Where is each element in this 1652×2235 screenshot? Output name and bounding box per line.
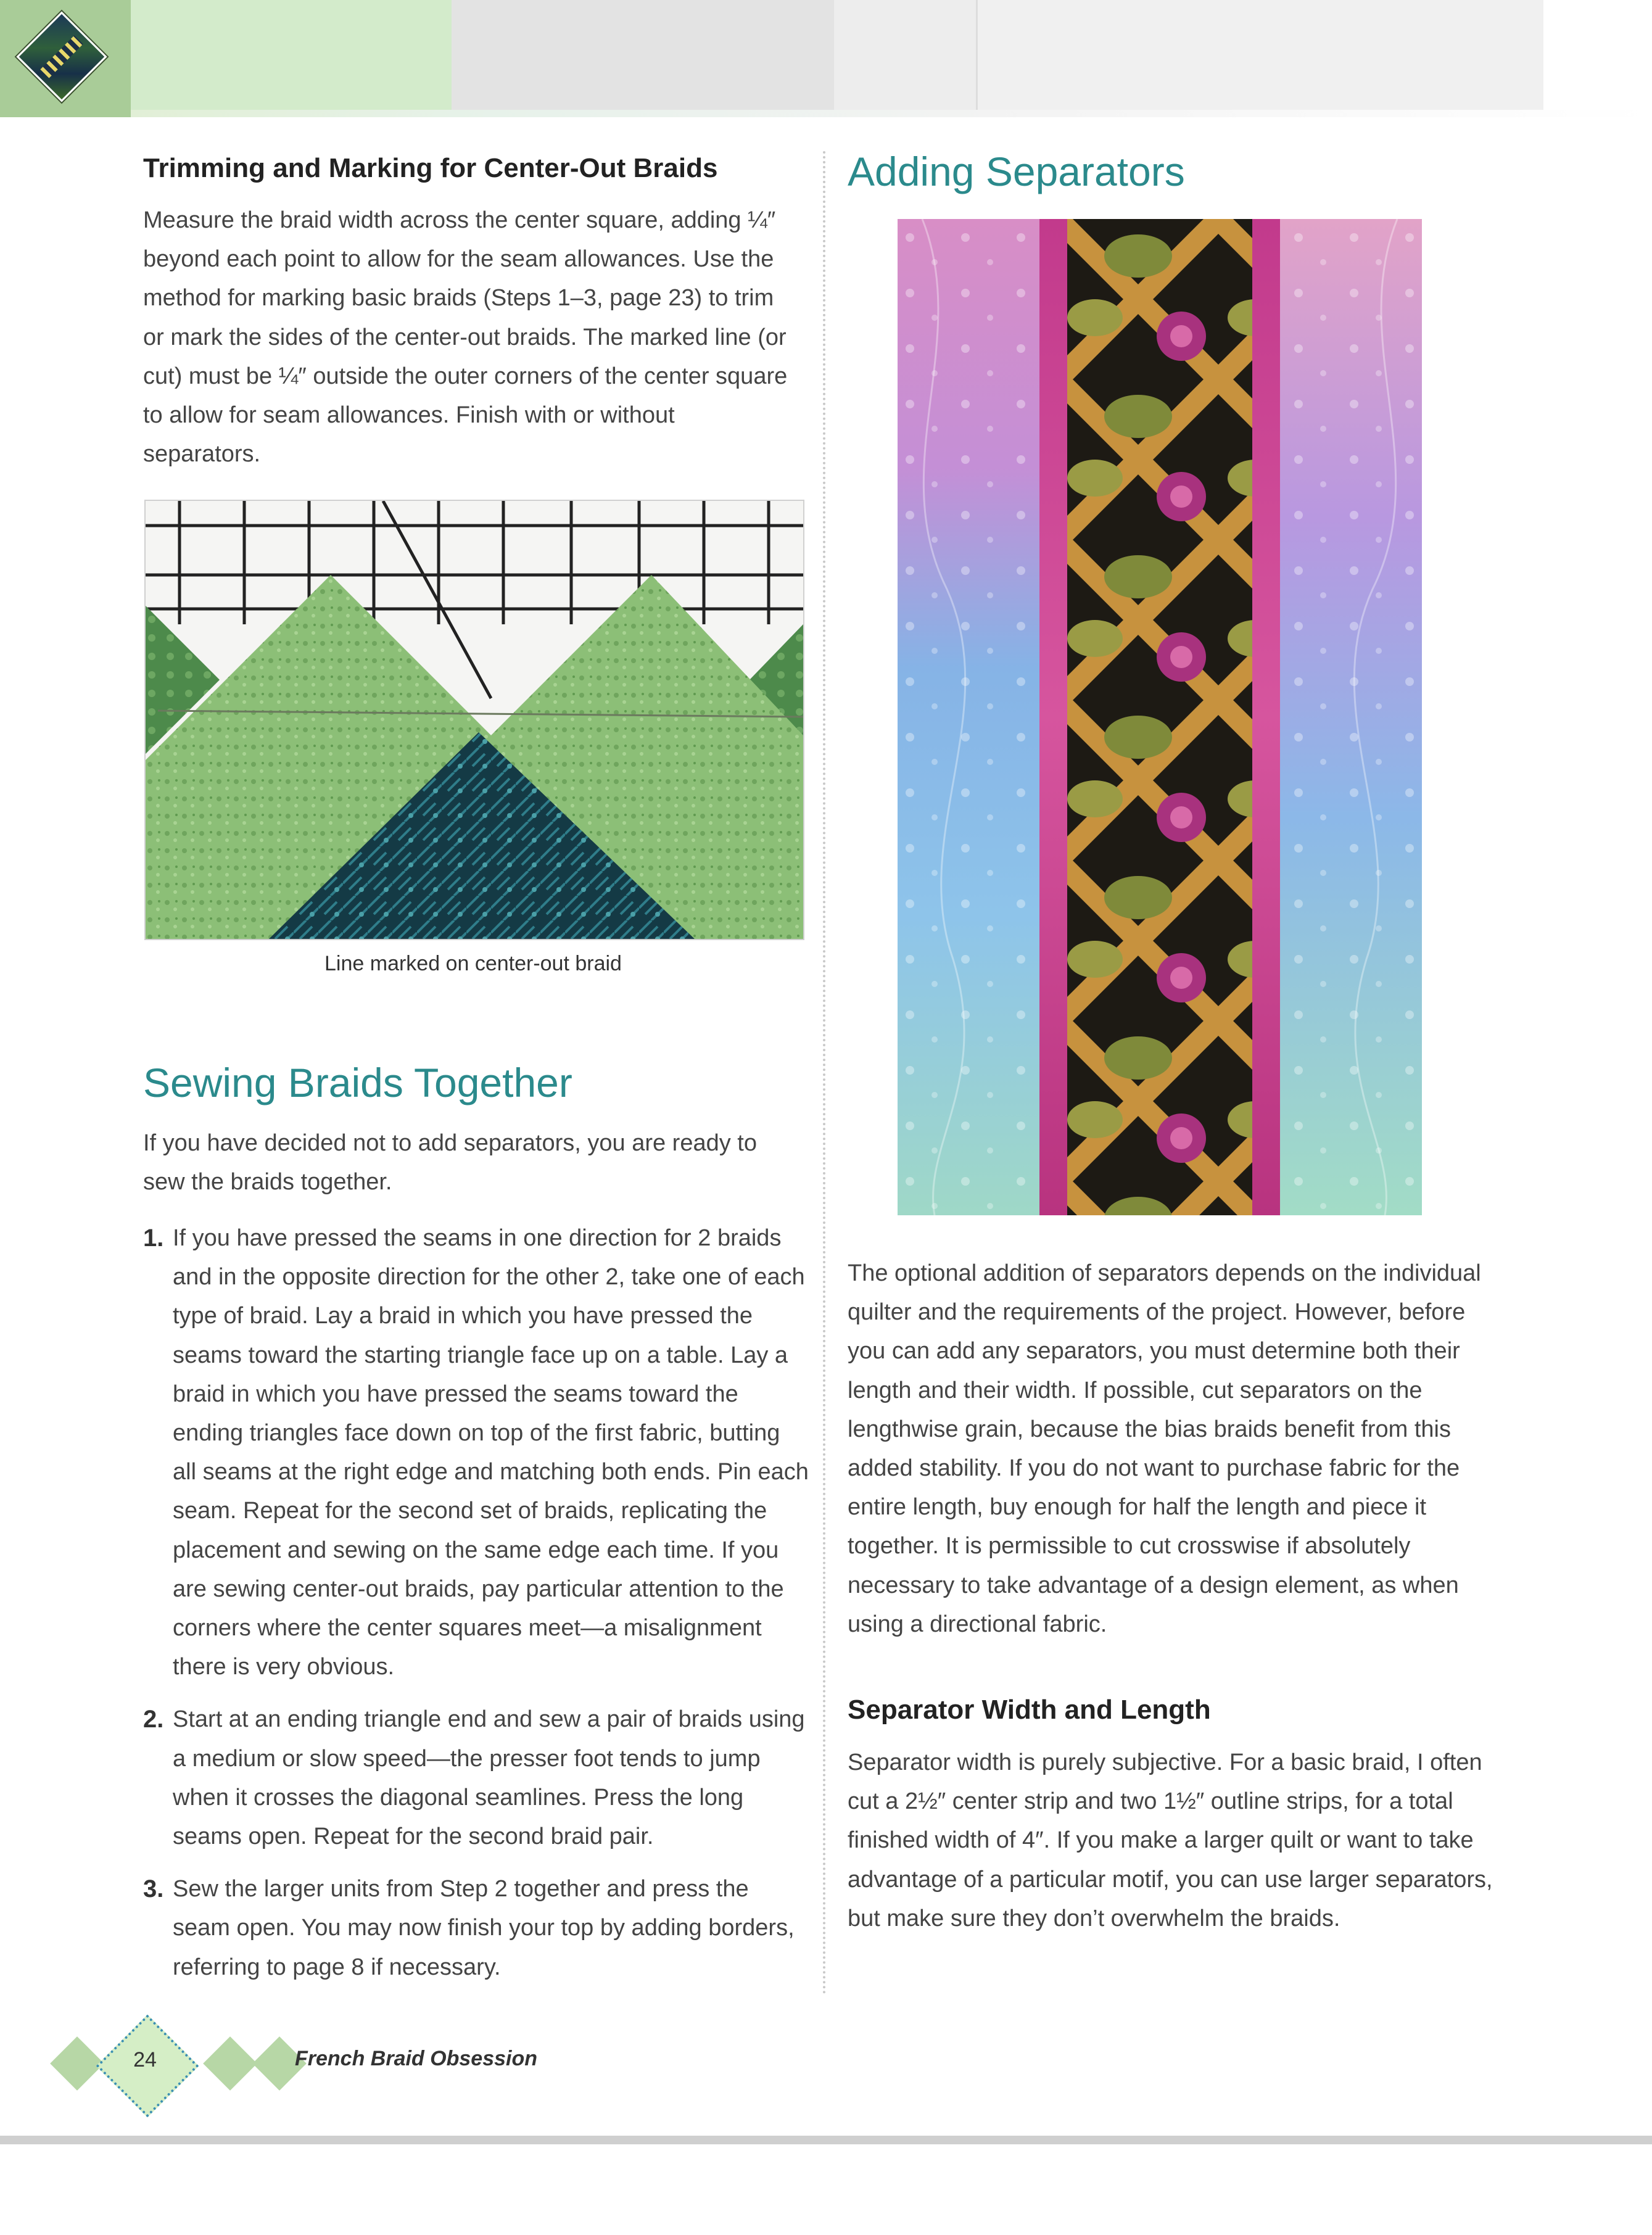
trim-heading: Trimming and Marking for Center-Out Braids <box>143 153 718 183</box>
list-item <box>143 1219 809 1687</box>
separator-width-heading: Separator Width and Length <box>848 1695 1211 1725</box>
separators-paragraph: The optional addition of separators depends on the individual quilter and the requirements of the project. However, before you can add any separators, you must determine both their length and their width. If possible, cut separators on the lengthwise grain, because the bias braids benefit from this added stability. If you do not want to purchase fabric for the entire length, buy enough for half the length and piece it together. It is permissible to cut crosswise if absolutely necessary to take advantage of a design element, as when using a directional fabric. <box>848 1260 1481 1637</box>
diamond-icon <box>50 2036 104 2091</box>
diamond-icon <box>203 2036 257 2091</box>
list-item <box>143 1700 809 1856</box>
trim-paragraph: Measure the braid width across the center square, adding ¼″ beyond each point to allow for the seam allowances. Use the method for marking basic braids (Steps 1–3, page 23) to trim or mark the sides of the center-out braids. The marked line (or cut) must be ¼″ outside the outer corners of the center square to allow for seam allowances. Finish with or without separators. <box>143 207 788 468</box>
step-number: 2. <box>143 1706 164 1733</box>
step-text: Start at an ending triangle end and sew a pair of braids using a medium or slow speed—the presser foot tends to jump when it crosses the diagonal seamlines. Press the long seams open. Repeat for the second braid pair. <box>173 1706 805 1850</box>
step-number: 3. <box>143 1875 164 1903</box>
list-item <box>143 1870 809 1987</box>
sewing-steps-list <box>143 1219 809 2001</box>
separator-width-paragraph: Separator width is purely subjective. For a basic braid, I often cut a 2½″ center strip and two 1½″ outline strips, for a total finished width of 4″. If you make a larger quilt or want to take advantage of a particular motif, you can use larger separators, but make sure they don’t overwhelm the braids. <box>848 1750 1493 1931</box>
bottom-rule <box>0 2136 1652 2144</box>
header-logo-block <box>0 0 131 117</box>
page-header-strip <box>0 0 1652 117</box>
step-text: If you have pressed the seams in one direction for 2 braids and in the opposite direction for the other 2, take one of each type of braid. Lay a braid in which you have pressed the seams toward the starting triangle face up on a table. Lay a braid in which you have pressed the seams toward the ending triangles face down on top of the first fabric, butting all seams at the right edge and matching both ends. Pin each seam. Repeat for the second set of braids, replicating the placement and sewing on the same edge each time. If you are sewing center-out braids, pay particular attention to the corners where the center squares meet—a misalignment there is very obvious. <box>173 1225 809 1680</box>
separators-heading: Adding Separators <box>848 149 1185 194</box>
braid-diamond-icon <box>16 11 107 102</box>
photo-caption: Line marked on center-out braid <box>324 952 622 975</box>
step-number: 1. <box>143 1225 164 1252</box>
footer-book-title: French Braid Obsession <box>295 2047 537 2070</box>
sewing-intro: If you have decided not to add separators, you are ready to sew the braids together. <box>143 1130 757 1196</box>
center-out-braid-photo <box>144 500 804 940</box>
page-number: 24 <box>133 2048 157 2072</box>
sewing-heading: Sewing Braids Together <box>143 1060 572 1105</box>
column-divider <box>823 151 825 1996</box>
separators-quilt-photo <box>898 219 1422 1215</box>
step-text: Sew the larger units from Step 2 together and press the seam open. You may now finish your top by adding borders, referring to page 8 if necessary. <box>173 1876 795 1980</box>
